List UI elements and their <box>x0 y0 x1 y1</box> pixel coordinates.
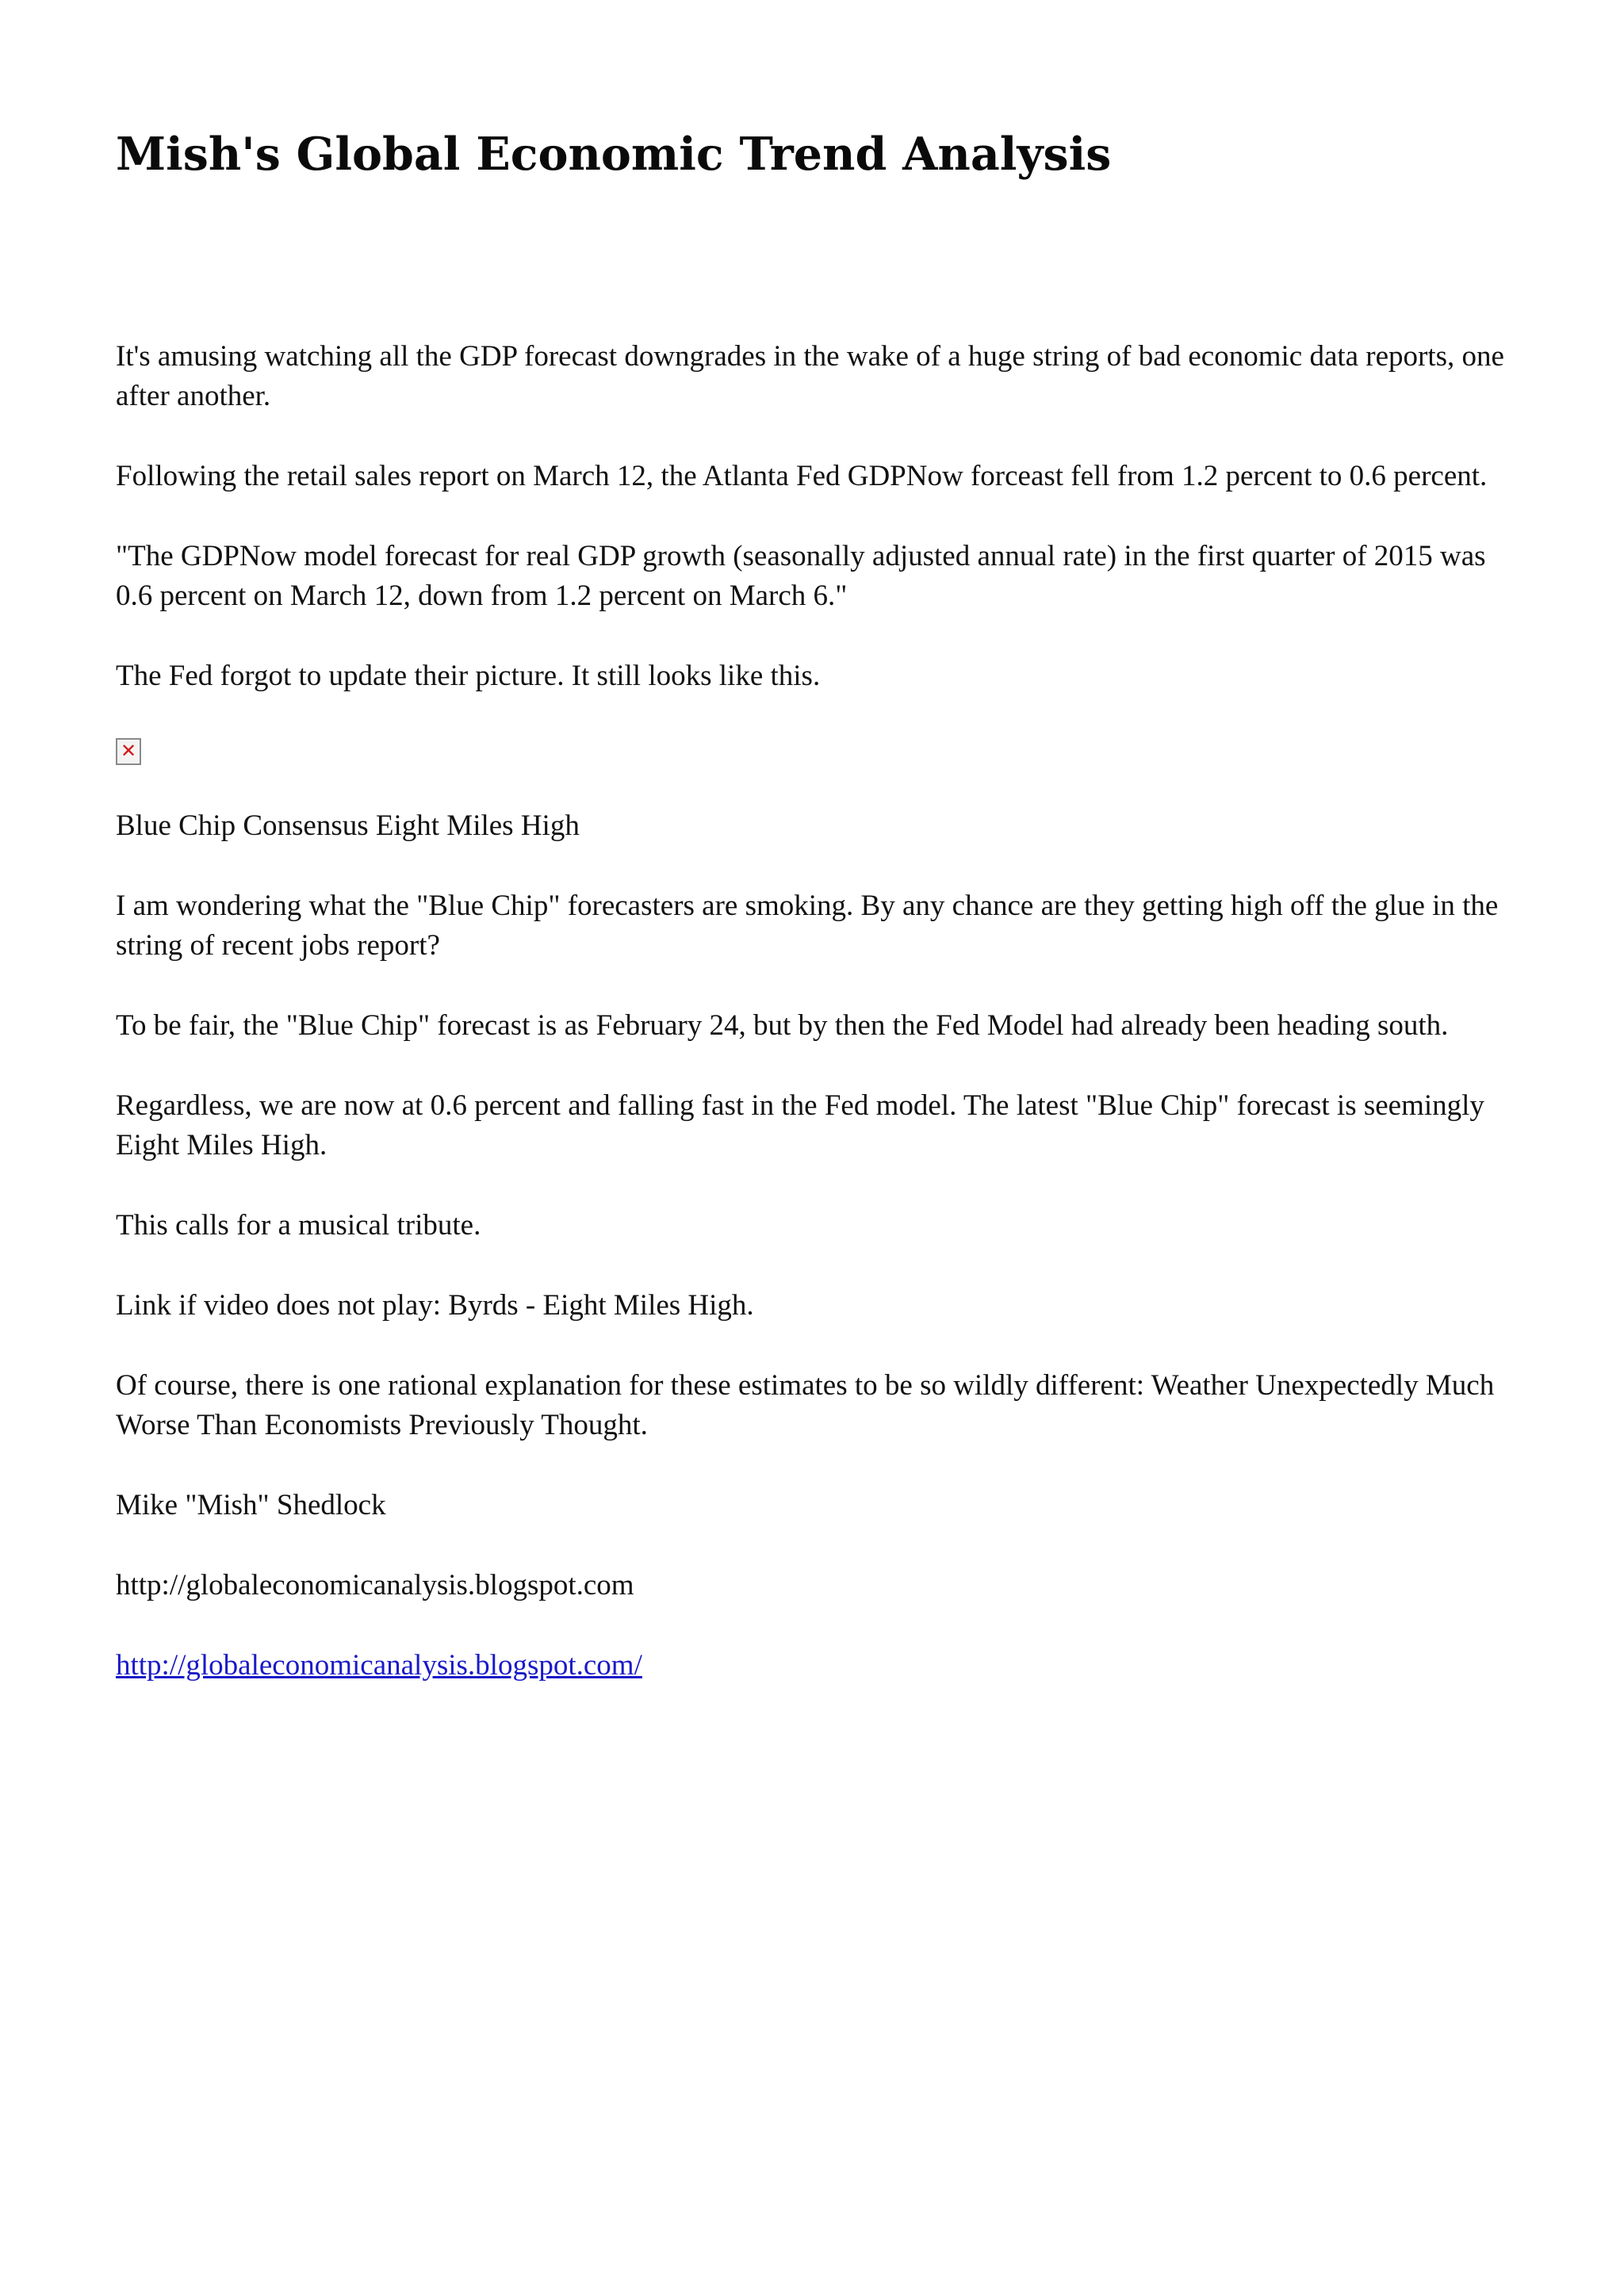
paragraph-blue-chip-heading: Blue Chip Consensus Eight Miles High <box>116 809 580 842</box>
paragraph-to-be-fair: To be fair, the "Blue Chip" forecast is as February 24, but by then the Fed Model had already been heading south. <box>116 1009 1449 1042</box>
paragraph-regardless: Regardless, we are now at 0.6 percent and falling fast in the Fed model. The latest "Blue Chip" forecast is seemingly Eight Miles High. <box>116 1089 1484 1161</box>
signature-site-paragraph <box>116 1646 1519 1686</box>
paragraph-fed-picture: The Fed forgot to update their picture. It still looks like this. <box>116 660 821 692</box>
paragraph-gdpnow-quote: "The GDPNow model forecast for real GDP growth (seasonally adjusted annual rate) in the first quarter of 2015 was 0.6 percent on March 12, down from 1.2 percent on March 6." <box>116 540 1486 612</box>
paragraph-musical-tribute: This calls for a musical tribute. <box>116 1209 481 1242</box>
signature-author: Mike "Mish" Shedlock <box>116 1489 386 1521</box>
signature-site-text: http://globaleconomicanalysis.blogspot.com <box>116 1569 634 1601</box>
close-icon: ✕ <box>120 740 137 762</box>
blog-title: Mish's Global Economic Trend Analysis <box>116 128 1112 181</box>
article-body <box>116 337 1519 1726</box>
paragraph-video-link: Link if video does not play: Byrds - Eight Miles High. <box>116 1289 754 1322</box>
page <box>116 123 1519 1682</box>
signature-site-link[interactable]: http://globaleconomicanalysis.blogspot.com/ <box>116 1649 642 1682</box>
paragraph-retail-sales: Following the retail sales report on March 12, the Atlanta Fed GDPNow forceast fell from 1.2 percent to 0.6 percent. <box>116 460 1488 492</box>
paragraph-intro: It's amusing watching all the GDP forecast downgrades in the wake of a huge string of bad economic data reports, one after another. <box>116 340 1504 412</box>
paragraph-forecasters: I am wondering what the "Blue Chip" forecasters are smoking. By any chance are they getting high off the glue in the string of recent jobs report? <box>116 890 1499 962</box>
broken-image-icon <box>116 738 141 765</box>
paragraph-weather: Of course, there is one rational explanation for these estimates to be so wildly different: Weather Unexpectedly Much Worse Than Economists Previously Thought. <box>116 1369 1495 1441</box>
